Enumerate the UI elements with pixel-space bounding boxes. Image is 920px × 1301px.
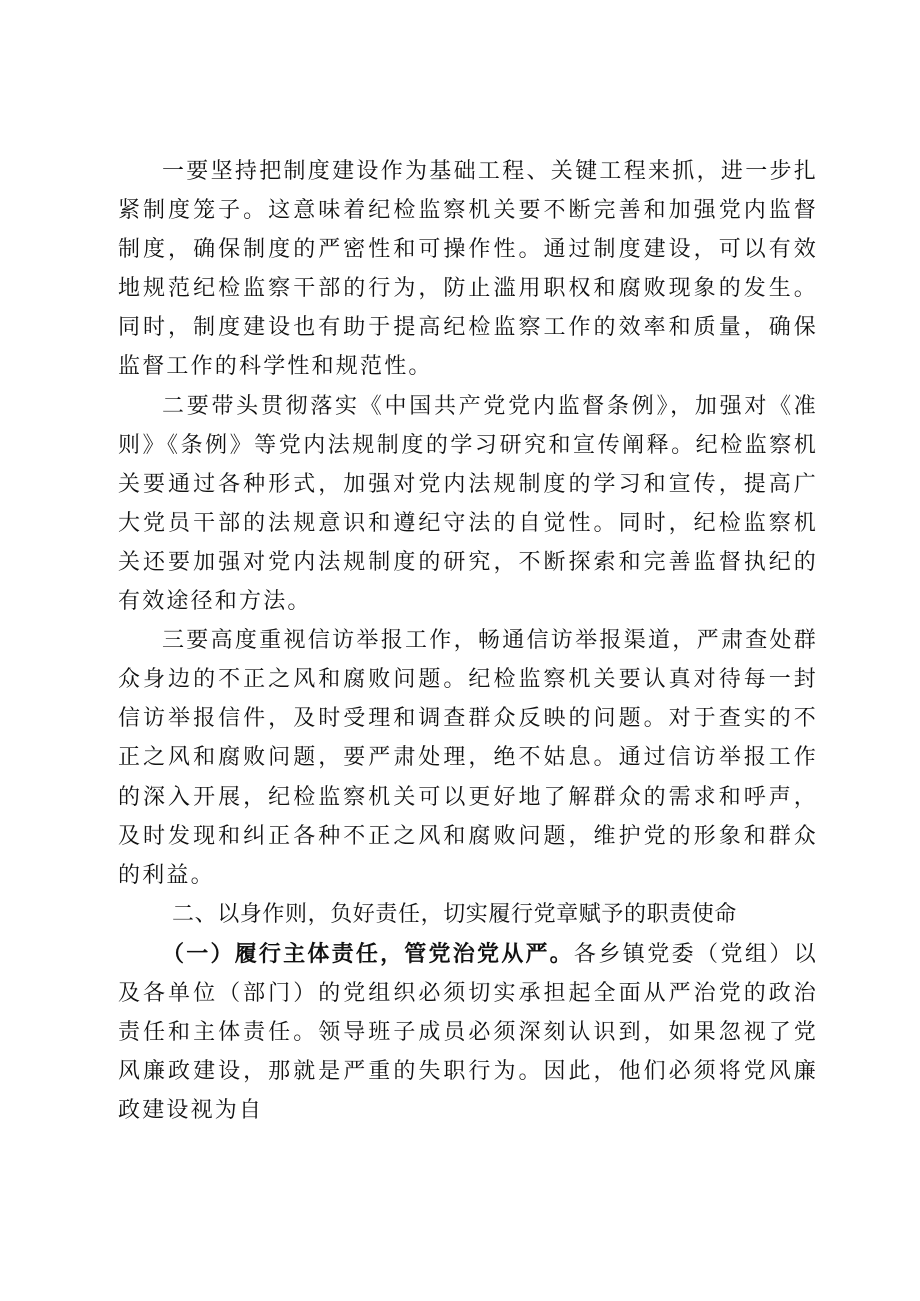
document-body: [118, 152, 818, 1130]
section-heading: 二、以身作则，负好责任，切实履行党章赋予的职责使命: [172, 901, 738, 927]
paragraph-party-regulations: 二要带头贯彻落实《中国共产党党内监督条例》，加强对《准则》《条例》等党内法规制度的学习研究和宣传阐释。纪检监察机关要通过各种形式，加强对党内法规制度的学习和宣传，提高广大党员干部的法规意识和遵纪守法的自觉性。同时，纪检监察机关还要加强对党内法规制度的研究，不断探索和完善监督执纪的有效途径和方法。: [118, 393, 818, 615]
paragraph-institution-building: 一要坚持把制度建设作为基础工程、关键工程来抓，进一步扎紧制度笼子。这意味着纪检监察机关要不断完善和加强党内监督制度，确保制度的严密性和可操作性。通过制度建设，可以有效地规范纪检监察干部的行为，防止滥用职权和腐败现象的发生。同时，制度建设也有助于提高纪检监察工作的效率和质量，确保监督工作的科学性和规范性。: [118, 159, 818, 380]
subsection-paragraph: [118, 935, 818, 1130]
subsection-body: 各乡镇党委（党组）以及各单位（部门）的党组织必须切实承担起全面从严治党的政治责任和主体责任。领导班子成员必须深刻认识到，如果忽视了党风廉政建设，那就是严重的失职行为。因此，他们必须将党风廉政建设视为自: [118, 941, 818, 1124]
subsection-lead: （一）履行主体责任，管党治党从严。: [162, 940, 574, 967]
paragraph-petition-reporting: 三要高度重视信访举报工作，畅通信访举报渠道，严肃查处群众身边的不正之风和腐败问题。纪检监察机关要认真对待每一封信访举报信件，及时受理和调查群众反映的问题。对于查实的不正之风和腐败问题，要严肃处理，绝不姑息。通过信访举报工作的深入开展，纪检监察机关可以更好地了解群众的需求和呼声，及时发现和纠正各种不正之风和腐败问题，维护党的形象和群众的利益。: [118, 628, 818, 888]
